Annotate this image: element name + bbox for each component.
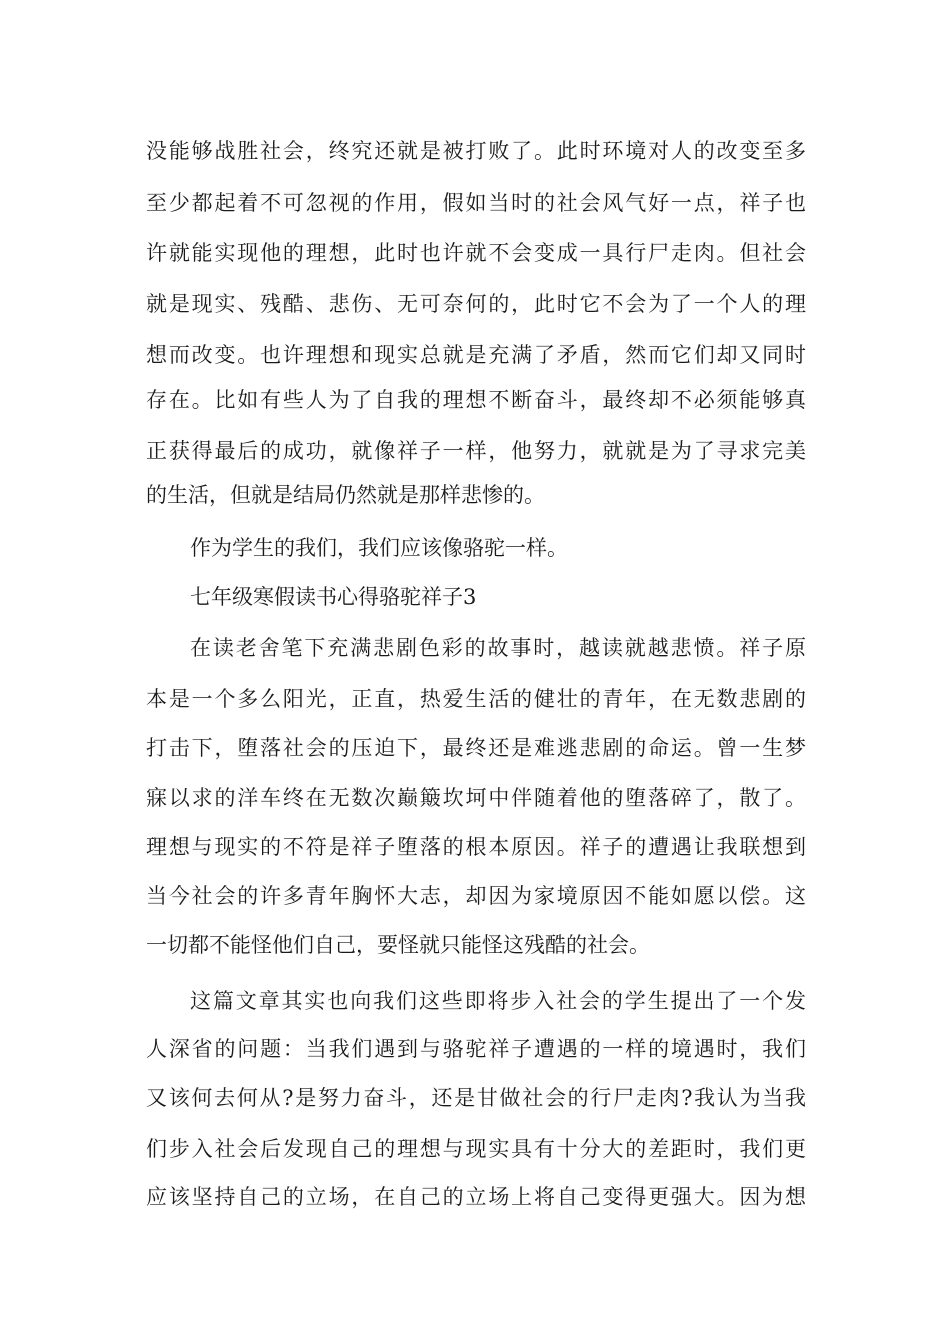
paragraph-line: 作为学生的我们，我们应该像骆驼一样。 <box>190 536 568 560</box>
paragraph-line: 们步入社会后发现自己的理想与现实具有十分大的差距时，我们更 <box>146 1137 806 1161</box>
paragraph-line: 至少都起着不可忽视的作用，假如当时的社会风气好一点，祥子也 <box>146 191 806 215</box>
paragraph-line: 的生活，但就是结局仍然就是那样悲惨的。 <box>146 483 545 507</box>
paragraph-line: 当今社会的许多青年胸怀大志，却因为家境原因不能如愿以偿。这 <box>146 884 806 908</box>
paragraph-line: 本是一个多么阳光，正直，热爱生活的健壮的青年，在无数悲剧的 <box>146 687 806 711</box>
paragraph-line: 寐以求的洋车终在无数次巅簸坎坷中伴随着他的堕落碎了，散了。 <box>146 786 806 810</box>
paragraph-line: 许就能实现他的理想，此时也许就不会变成一具行尸走肉。但社会 <box>146 241 806 265</box>
paragraph-line: 正获得最后的成功，就像祥子一样，他努力，就就是为了寻求完美 <box>146 439 806 463</box>
paragraph-line: 又该何去何从?是努力奋斗，还是甘做社会的行尸走肉?我认为当我 <box>146 1086 806 1110</box>
paragraph-line: 没能够战胜社会，终究还就是被打败了。此时环境对人的改变至多 <box>146 139 806 163</box>
paragraph-line: 打击下，堕落社会的压迫下，最终还是难逃悲剧的命运。曾一生梦 <box>146 736 806 760</box>
paragraph-line: 这篇文章其实也向我们这些即将步入社会的学生提出了一个发 <box>190 989 806 1013</box>
section-title: 七年级寒假读书心得骆驼祥子3 <box>190 585 477 609</box>
paragraph-line: 想而改变。也许理想和现实总就是充满了矛盾，然而它们却又同时 <box>146 343 806 367</box>
paragraph-line: 就是现实、残酷、悲伤、无可奈何的，此时它不会为了一个人的理 <box>146 292 806 316</box>
paragraph-line: 一切都不能怪他们自己，要怪就只能怪这残酷的社会。 <box>146 933 650 957</box>
paragraph-line: 存在。比如有些人为了自我的理想不断奋斗，最终却不必须能够真 <box>146 388 806 412</box>
paragraph-line: 应该坚持自己的立场，在自己的立场上将自己变得更强大。因为想 <box>146 1185 806 1209</box>
paragraph-line: 人深省的问题：当我们遇到与骆驼祥子遭遇的一样的境遇时，我们 <box>146 1037 806 1061</box>
paragraph-line: 理想与现实的不符是祥子堕落的根本原因。祥子的遭遇让我联想到 <box>146 835 806 859</box>
paragraph-line: 在读老舍笔下充满悲剧色彩的故事时，越读就越悲愤。祥子原 <box>190 636 806 660</box>
